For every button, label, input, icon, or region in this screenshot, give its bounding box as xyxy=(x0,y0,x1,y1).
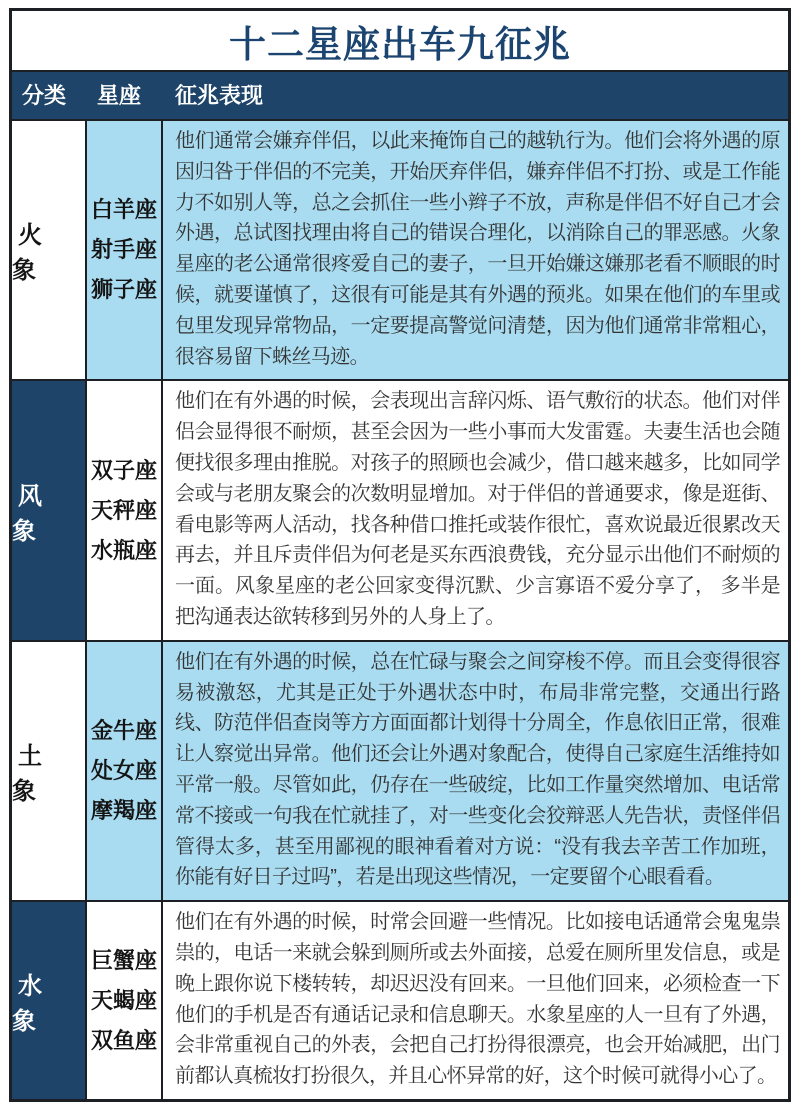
manifestation-text-earth: 他们在有外遇的时候，总在忙碌与聚会之间穿梭不停。而且会变得很容易被激怒，尤其是正处于外遇状态中时，布局非常完整，交通出行路线、防范伴侣查岗等方方面面都计划得十分周全，作息依旧正常，很难让人察觉出异常。他们还会让外遇对象配合，使得自己家庭生活维持如平常一般。尽管如此，仍存在一些破绽，比如工作量突然增加、电话常常不接或一句我在忙就挂了，对一些变化会狡辩恶人先告状，责怪伴侣管得太多，甚至用鄙视的眼神看着对方说：“没有我去辛苦工作加班，你能有好日子过吗”，若是出现这些情况，一定要留个心眼看看。 xyxy=(163,642,788,900)
zodiac-name: 白羊座 xyxy=(90,197,157,223)
zodiac-name: 处女座 xyxy=(90,757,157,783)
zodiac-cell-wind xyxy=(87,381,163,639)
table-row-earth xyxy=(12,640,788,900)
zodiac-name: 双子座 xyxy=(90,457,157,483)
zodiac-name: 水瓶座 xyxy=(90,537,157,563)
zodiac-name: 巨蟹座 xyxy=(90,947,157,973)
zodiac-name: 狮子座 xyxy=(90,277,157,303)
table-header-row xyxy=(12,70,788,119)
zodiac-name: 摩羯座 xyxy=(90,797,157,823)
zodiac-name: 天秤座 xyxy=(90,497,157,523)
header-category: 分类 xyxy=(22,83,67,108)
table-row-wind xyxy=(12,379,788,639)
zodiac-cell-fire xyxy=(87,121,163,379)
zodiac-cell-earth xyxy=(87,642,163,900)
header-manifestation: 征兆表现 xyxy=(175,83,264,108)
table-row-fire xyxy=(12,119,788,379)
table-row-water xyxy=(12,900,788,1099)
manifestation-text-water: 他们在有外遇的时候，时常会回避一些情况。比如接电话通常会鬼鬼祟祟的，电话一来就会躲到厕所或去外面接，总爱在厕所里发信息，或是晚上跟你说下楼转转，却迟迟没有回来。一旦他们回来，必须检查一下他们的手机是否有通话记录和信息聊天。水象星座的人一旦有了外遇，会非常重视自己的外表，会把自己打扮得很漂亮，也会开始减肥，出门前都认真梳妆打扮很久，并且心怀异常的好，这个时候可就得小心了。 xyxy=(163,902,788,1099)
zodiac-name: 金牛座 xyxy=(90,717,157,743)
zodiac-table xyxy=(9,8,791,1102)
zodiac-name: 射手座 xyxy=(90,237,157,263)
manifestation-text-fire: 他们通常会嫌弃伴侣，以此来掩饰自己的越轨行为。他们会将外遇的原因归咎于伴侣的不完美，开始厌弃伴侣，嫌弃伴侣不打扮、或是工作能力不如别人等，总之会抓住一些小辫子不放，声称是伴侣不好自己才会外遇，总试图找理由将自己的错误合理化，以消除自己的罪恶感。火象星座的老公通常很疼爱自己的妻子，一旦开始嫌这嫌那老看不顺眼的时候，就要谨慎了，这很有可能是其有外遇的预兆。如果在他们的车里或包里发现异常物品，一定要提高警觉问清楚，因为他们通常非常粗心，很容易留下蛛丝马迹。 xyxy=(163,121,788,379)
zodiac-cell-water xyxy=(87,902,163,1099)
zodiac-name: 天蝎座 xyxy=(90,987,157,1013)
category-cell-wind: 风 象 xyxy=(12,381,87,639)
category-cell-fire: 火 象 xyxy=(12,121,87,379)
header-sign: 星座 xyxy=(97,83,142,108)
title-bar xyxy=(12,11,788,70)
category-cell-earth: 土 象 xyxy=(12,642,87,900)
zodiac-name: 双鱼座 xyxy=(90,1027,157,1053)
category-cell-water: 水 象 xyxy=(12,902,87,1099)
manifestation-text-wind: 他们在有外遇的时候，会表现出言辞闪烁、语气敷衍的状态。他们对伴侣会显得很不耐烦，甚至会因为一些小事而大发雷霆。夫妻生活也会随便找很多理由推脱。对孩子的照顾也会减少，借口越来越多，比如同学会或与老朋友聚会的次数明显增加。对于伴侣的普通要求，像是逛街、看电影等两人活动，找各种借口推托或装作很忙，喜欢说最近很累改天再去，并且斥责伴侣为何老是买东西浪费钱，充分显示出他们不耐烦的一面。风象星座的老公回家变得沉默、少言寡语不爱分享了， 多半是把沟通表达欲转移到另外的人身上了。 xyxy=(163,381,788,639)
page-title: 十二星座出车九征兆 xyxy=(229,23,571,65)
